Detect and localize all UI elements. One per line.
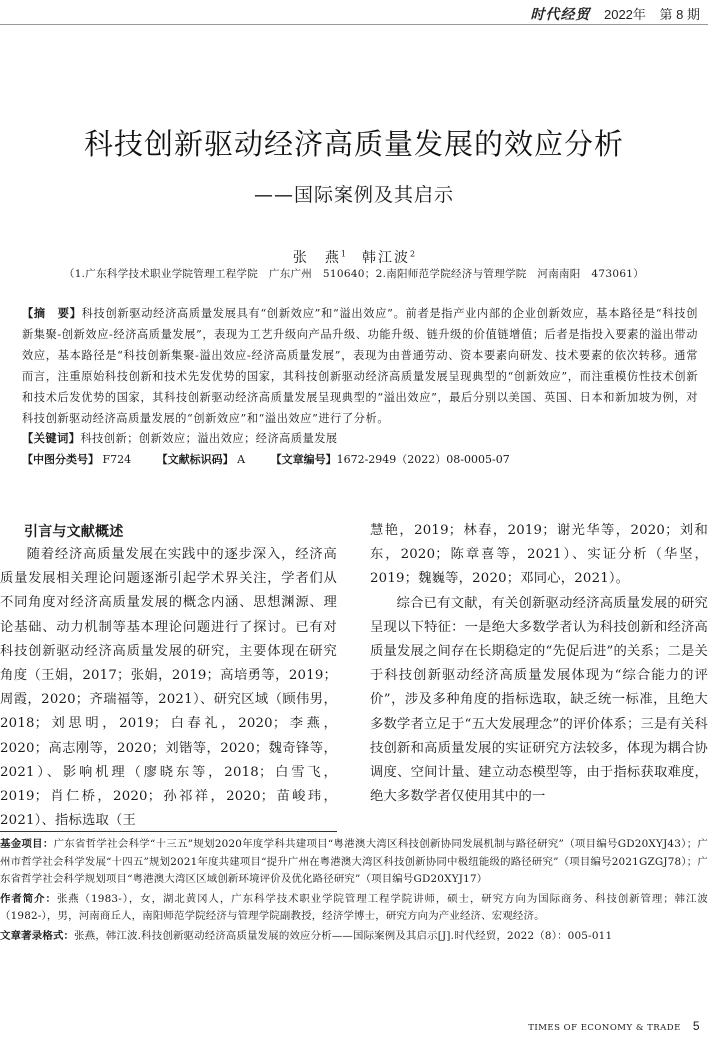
author-bio-text: 张燕（1983-），女，湖北黄冈人，广东科学技术职业学院管理工程学院讲师，硕士，研究方向为国际商务、科技创新管理；韩江波（1982-），男，河南商丘人，南阳师范学院经济与管理学院副教授，经济学博士，研究方向为产业经济、宏观经济。 [0, 892, 708, 923]
classification-line [22, 451, 698, 467]
page-footer [528, 1019, 700, 1033]
abstract-text: 科技创新驱动经济高质量发展具有“创新效应”和“溢出效应”。前者是指产业内部的企业创新效应，基本路径是“科技创新集聚-创新效应-经济高质量发展”，表现为工艺升级向产品升级、功能升级、链升级的价值链增值；后者是指投入要素的溢出带动效应，基本路径是“科技创新集聚-溢出效应-经济高质量发展”，表现为由普通劳动、资本要素向研发、技术要素的依次转移。通常而言，注重原始科技创新和技术先发优势的国家，其科技创新驱动经济高质量发展呈现典型的“创新效应”，而注重模仿性技术创新和技术后发优势的国家，其科技创新驱动经济高质量发展呈现典型的“溢出效应”，最后分别以美国、英国、日本和新加坡为例，对科技创新驱动经济高质量发展的“创新效应”和“溢出效应”进行了分析。 [22, 307, 698, 425]
article-number-label: 【文章编号】 [270, 453, 337, 466]
keywords [22, 430, 698, 446]
page-number: 5 [692, 1019, 700, 1033]
body-paragraph: 慧艳，2019；林春，2019；谢光华等，2020；刘和东，2020；陈章喜等，2021）、实证分析（华坚，2019；魏巍等，2020；邓同心，2021）。 [370, 523, 708, 587]
journal-name: 时代经贸 [530, 7, 591, 23]
author-bio-label: 作者简介： [0, 892, 57, 905]
author-list [0, 247, 708, 267]
issue-number: 第 8 期 [659, 7, 700, 22]
body-paragraph: 综合已有文献，有关创新驱动经济高质量发展的研究呈现以下特征：一是绝大多数学者认为科技创新和经济高质量发展之间存在长期稳定的“先促后进”的关系；二是关于科技创新驱动经济高质量发展体现为“综合能力的评价”，涉及多种角度的指标选取，缺乏统一标准，且绝大多数学者立足于“五大发展理念”的评价体系；三是有关科技创新和高质量发展的实证研究方法较多，体现为耦合协调度、空间计量、建立动态模型等，由于指标获取难度，绝大多数学者仅使用其中的一 [370, 595, 708, 805]
header-divider [0, 24, 708, 25]
doc-code-value: A [237, 453, 246, 466]
article-title: 科技创新驱动经济高质量发展的效应分析 [83, 127, 624, 161]
citation-label: 文章著录格式： [0, 929, 75, 942]
clc-label: 【中图分类号】 [22, 453, 99, 466]
issue-year: 2022年 [603, 7, 646, 22]
keywords-text: 科技创新；创新效应；溢出效应；经济高质量发展 [80, 432, 338, 445]
body-paragraph: 随着经济高质量发展在实践中的逐步深入，经济高质量发展相关理论问题逐渐引起学术界关注，学者们从不同角度对经济高质量发展的概念内涵、思想渊源、理论基础、动力机制等基本理论问题进行了探讨。已有对科技创新驱动经济高质量发展的研究，主要体现在研究角度（王娟，2017；张娟，2019；高培勇等，2019；周霞，2020；齐瑞福等，2021）、研究区域（顾伟男，2018；刘思明，2019；白春礼，2020；李燕，2020；高志刚等，2020；刘锴等，2020；魏奇锋等，2021）、影响机理（廖晓东等，2018；白雪飞，2019；肖仁桥，2020；孙祁祥，2020；苗峻玮，2021）、指标选取（王 [0, 547, 337, 829]
author-affil-mark: 1 [340, 249, 346, 259]
author-name: 张 燕 [292, 250, 341, 266]
abstract [22, 303, 698, 429]
fund-label: 基金项目： [0, 838, 54, 850]
article-subtitle: ——国际案例及其启示 [253, 184, 454, 206]
body-column-right [370, 519, 708, 809]
affiliations: （1.广东科学技术职业学院管理工程学院 广东广州 510640；2.南阳师范学院经济与管理学院 河南南阳 473061） [63, 268, 645, 280]
abstract-label: 【摘 要】 [22, 307, 82, 320]
footnote-divider [0, 831, 337, 832]
body-column-left [0, 519, 337, 833]
author-affil-mark: 2 [410, 249, 416, 259]
article-number-value: 1672-2949（2022）08-0005-07 [336, 453, 510, 466]
journal-english-name: TIMES OF ECONOMY & TRADE [528, 1023, 681, 1033]
fund-text: 广东省哲学社会科学“十三五”规划2020年度学科共建项目“粤港澳大湾区科技创新协同发展机制与路径研究”（项目编号GD20XYJ43）；广州市哲学社会科学发展“十四五”规划2021年度共建项目“提升广州在粤港澳大湾区科技创新协同中极纽能级的路径研究”（项目编号2021GZGJ78）；广东省哲学社会科学规划项目“粤港澳大湾区区域创新环境评价及优化路径研究”（项目编号GD20XYJ17） [0, 838, 708, 886]
running-header [530, 4, 700, 24]
author-name: 韩江波 [362, 250, 410, 266]
citation-note [0, 928, 708, 946]
keywords-label: 【关键词】 [22, 432, 81, 445]
fund-note [0, 836, 708, 889]
clc-value: F724 [102, 453, 132, 466]
author-note [0, 891, 708, 926]
footnotes [0, 836, 708, 948]
doc-code-label: 【文献标识码】 [156, 453, 234, 466]
citation-text: 张燕，韩江波.科技创新驱动经济高质量发展的效应分析——国际案例及其启示[J].时代经贸，2022（8）：005-011 [74, 929, 613, 942]
section-heading: 引言与文献概述 [24, 524, 124, 540]
